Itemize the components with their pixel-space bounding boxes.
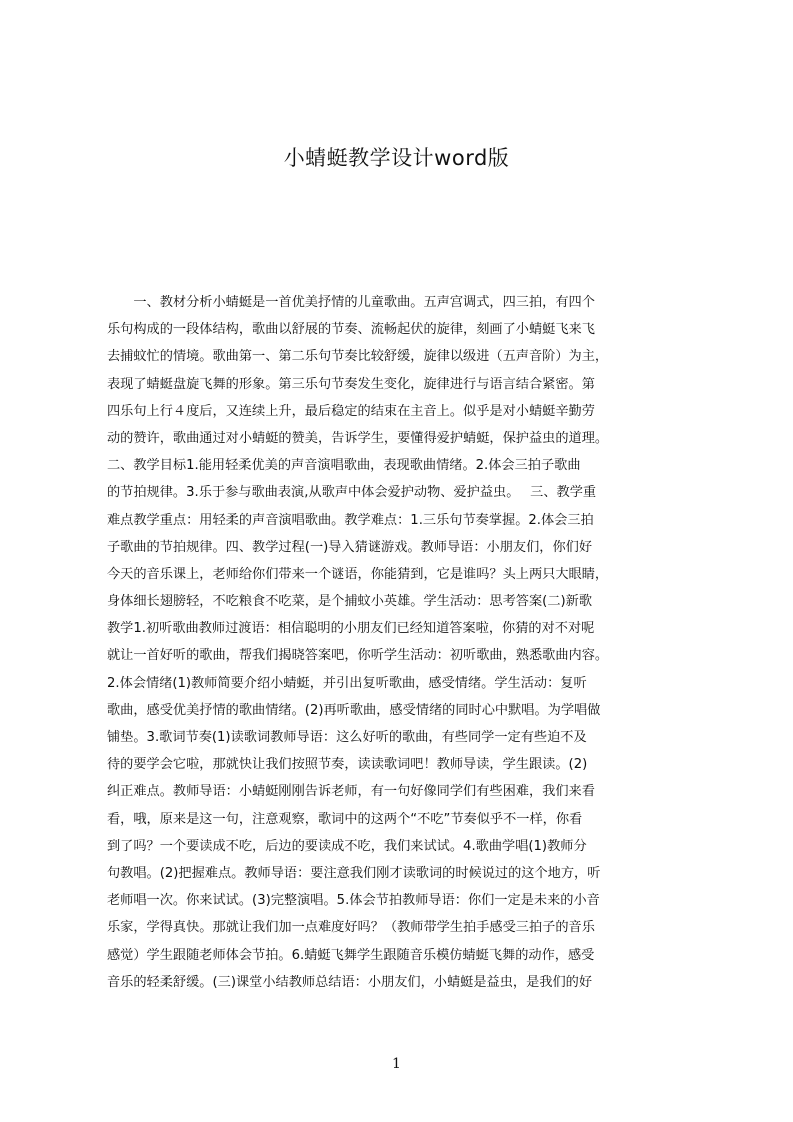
- body-line: 看，哦，原来是这一句，注意观察，歌词中的这两个“不吃”节奏似乎不一样，你看: [107, 811, 583, 827]
- document-body: [107, 289, 697, 996]
- body-line: 就让一首好听的歌曲，帮我们揭晓答案吧，你听学生活动：初听歌曲，熟悉歌曲内容。: [107, 648, 609, 664]
- body-line: 表现了蜻蜓盘旋飞舞的形象。第三乐句节奏发生变化，旋律进行与语言结合紧密。第: [107, 376, 595, 392]
- body-line: 音乐的轻柔舒缓。(三)课堂小结教师总结语：小朋友们，小蜻蜓是益虫，是我们的好: [107, 974, 593, 990]
- body-line: 去捕蚊忙的情境。歌曲第一、第二乐句节奏比较舒缓，旋律以级进（五声音阶）为主，: [107, 349, 609, 365]
- body-line: 难点教学重点：用轻柔的声音演唱歌曲。教学难点：1.三乐句节奏掌握。2.体会三拍: [107, 512, 594, 528]
- body-line: 子歌曲的节拍规律。四、教学过程(一)导入猜谜游戏。教师导语：小朋友们，你们好: [107, 539, 593, 555]
- body-line: 动的赞许，歌曲通过对小蜻蜓的赞美，告诉学生，要懂得爱护蜻蜓，保护益虫的道理。: [107, 430, 609, 446]
- body-line: 句教唱。(2)把握难点。教师导语：要注意我们刚才读歌词的时候说过的这个地方，听: [107, 865, 601, 881]
- body-line: 到了吗？一个要读成不吃，后边的要读成不吃，我们来试试。4.歌曲学唱(1)教师分: [107, 838, 587, 854]
- body-line: 四乐句上行４度后，又连续上升，最后稳定的结束在主音上。似乎是对小蜻蜓辛勤劳: [107, 403, 595, 419]
- body-line: 乐家，学得真快。那就让我们加一点难度好吗？（教师带学生拍手感受三拍子的音乐: [107, 920, 595, 936]
- document-title: 小蜻蜓教学设计word版: [283, 146, 510, 170]
- body-line: 铺垫。3.歌词节奏(1)读歌词教师导语：这么好听的歌曲，有些同学一定有些迫不及: [107, 730, 587, 745]
- body-line: 的节拍规律。3.乐于参与歌曲表演,从歌声中体会爱护动物、爱护益虫。 三、教学重: [107, 485, 597, 501]
- body-line: 2.体会情绪(1)教师简要介绍小蜻蜓，并引出复听歌曲，感受情绪。学生活动：复听: [107, 675, 587, 691]
- body-line: 教学1.初听歌曲教师过渡语：相信聪明的小朋友们已经知道答案啦，你猜的对不对呢: [107, 621, 595, 637]
- body-line: 歌曲，感受优美抒情的歌曲情绪。(2)再听歌曲，感受情绪的同时心中默唱。为学唱做: [107, 702, 601, 718]
- body-line: 纠正难点。教师导语：小蜻蜓刚刚告诉老师，有一句好像同学们有些困难，我们来看: [107, 784, 595, 800]
- page-number: 1: [392, 1056, 401, 1072]
- body-line: 感觉）学生跟随老师体会节拍。6.蜻蜓飞舞学生跟随音乐模仿蜻蜓飞舞的动作，感受: [107, 947, 595, 963]
- body-line: 一、教材分析小蜻蜓是一首优美抒情的儿童歌曲。五声宫调式，四三拍，有四个: [107, 295, 595, 310]
- body-line: 二、教学目标1.能用轻柔优美的声音演唱歌曲，表现歌曲情绪。2.体会三拍子歌曲: [107, 458, 581, 474]
- body-line: 待的要学会它啦，那就快让我们按照节奏，读读歌词吧！教师导读，学生跟读。(2): [107, 757, 588, 773]
- body-line: 身体细长翅膀轻，不吃粮食不吃菜，是个捕蚊小英雄。学生活动：思考答案(二)新歌: [107, 594, 593, 610]
- body-line: 今天的音乐课上，老师给你们带来一个谜语，你能猜到，它是谁吗？头上两只大眼睛，: [107, 566, 609, 582]
- body-line: 老师唱一次。你来试试。(3)完整演唱。5.体会节拍教师导语：你们一定是未来的小音: [107, 893, 600, 909]
- body-line: 乐句构成的一段体结构，歌曲以舒展的节奏、流畅起伏的旋律，刻画了小蜻蜓飞来飞: [107, 322, 595, 338]
